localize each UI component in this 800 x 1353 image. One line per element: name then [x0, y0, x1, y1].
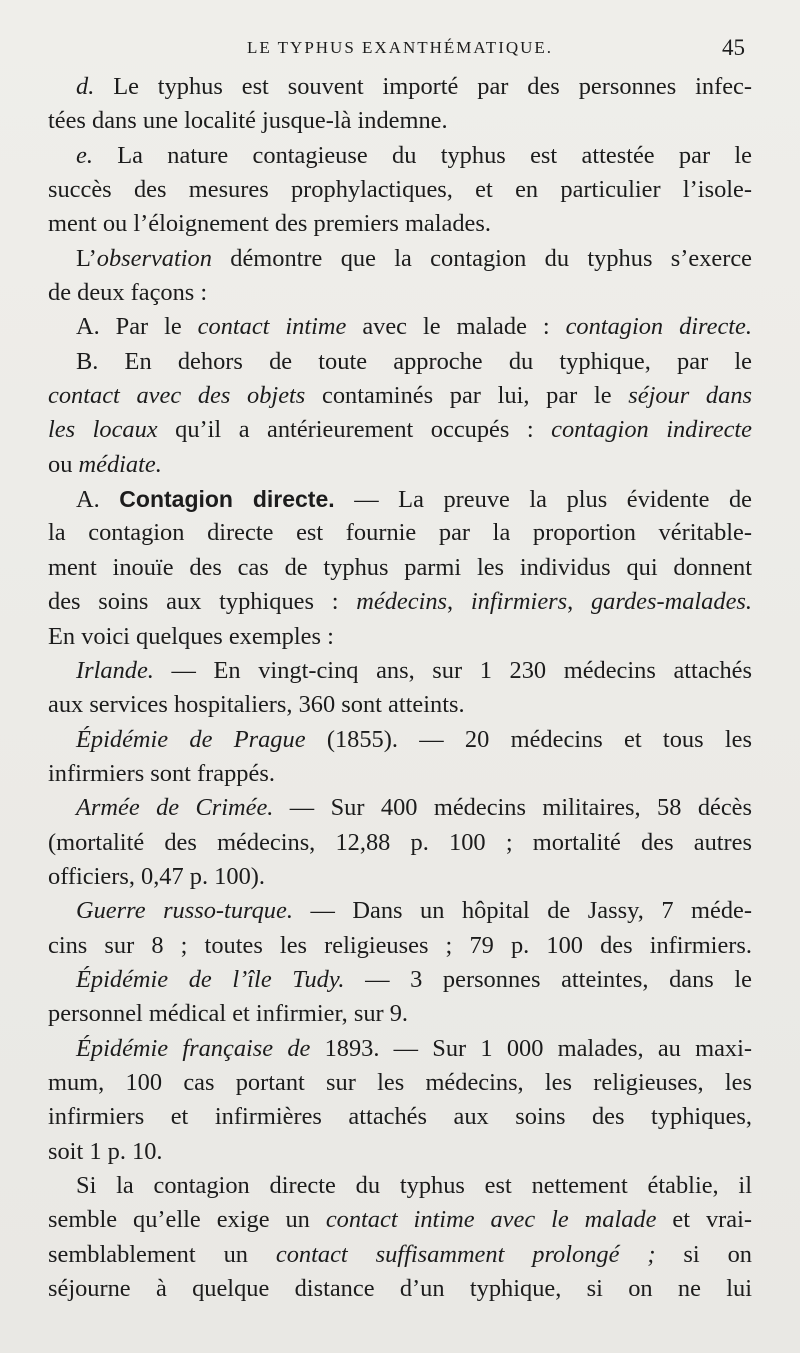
text-line [48, 894, 752, 928]
emphasis: contagion directe. [565, 313, 752, 341]
text-line: aux services hospitaliers, 360 sont atteints. [48, 691, 465, 719]
text-line: B. En dehors de toute approche du typhique, par le [76, 347, 752, 375]
text-line: cins sur 8 ; toutes les religieuses ; 79 p. 100 des infirmiers. [48, 931, 752, 959]
text-line [48, 963, 752, 997]
line-text: démontre que la contagion du typhus s’exerce [211, 244, 752, 272]
emphasis: infirmiers [470, 588, 568, 616]
text-line: séjourne à quelque distance d’un typhique, si on ne lui [48, 1275, 752, 1303]
section-heading: Contagion directe. [119, 486, 335, 513]
line-text: — Dans un hôpital de Jassy, 7 méde- [292, 897, 752, 925]
emphasis: contact avec des objets [48, 382, 306, 410]
text-line [48, 413, 752, 447]
emphasis: contagion indirecte [551, 416, 752, 444]
emphasis: médecins [356, 588, 448, 616]
text-line [48, 310, 752, 344]
text-line: tées dans une localité jusque-là indemne. [48, 107, 448, 135]
text-line [48, 379, 752, 413]
emphasis: observation [96, 244, 212, 272]
text-line [48, 1032, 752, 1066]
emphasis: médiate. [78, 450, 162, 478]
text-line: infirmiers sont frappés. [48, 759, 275, 787]
line-text: L’ [76, 244, 97, 272]
emphasis: Guerre russo-turque. [76, 897, 293, 925]
text-line: personnel médical et infirmier, sur 9. [48, 1000, 409, 1028]
text-line: la contagion directe est fournie par la proportion véritable- [48, 519, 752, 547]
emphasis: contact suffisamment prolongé ; [275, 1240, 656, 1268]
text-line [48, 482, 752, 516]
text-line [48, 723, 752, 757]
emphasis: les locaux [48, 416, 158, 444]
text-line: soit 1 p. 10. [48, 1137, 163, 1165]
line-text: ou [48, 450, 79, 478]
emphasis: Épidémie de l’île Tudy. [76, 965, 345, 993]
line-text: La nature contagieuse du typhus est attestée par le [92, 141, 752, 169]
line-text: semblablement un [48, 1240, 276, 1268]
text-line [48, 1203, 752, 1237]
line-text: avec le malade : [346, 313, 566, 341]
line-text: et vrai- [656, 1206, 752, 1234]
text-line [48, 585, 752, 619]
emphasis: Irlande. [76, 656, 154, 684]
list-marker: e. [76, 141, 93, 169]
line-text: A. Par le [76, 313, 198, 341]
text-line [48, 654, 752, 688]
line-text: 1893. — Sur 1 000 malades, au maxi- [310, 1034, 752, 1062]
line-text: qu’il a antérieurement occupés : [157, 416, 552, 444]
emphasis: séjour dans [628, 382, 753, 410]
emphasis: contact intime [197, 313, 347, 341]
text-line: mum, 100 cas portant sur les médecins, les religieuses, les [48, 1068, 752, 1096]
line-text: Le typhus est souvent importé par des personnes infec- [94, 73, 752, 100]
line-text: , [447, 588, 471, 616]
body-text [48, 70, 752, 1306]
emphasis: Armée de Crimée. [76, 794, 274, 822]
text-line: succès des mesures prophylactiques, et en particulier l’isole- [48, 176, 752, 204]
line-text: — La preuve la plus évidente de [334, 486, 752, 514]
text-line [48, 791, 752, 825]
list-marker: d. [76, 73, 95, 100]
emphasis: Épidémie de Prague [76, 725, 306, 753]
text-line [48, 448, 752, 482]
text-line: ment inouïe des cas de typhus parmi les individus qui donnent [48, 553, 752, 581]
text-line: En voici quelques exemples : [48, 622, 334, 650]
line-text: — 3 personnes atteintes, dans le [344, 965, 753, 993]
line-text: — En vingt-cinq ans, sur 1 230 médecins attachés [153, 656, 752, 684]
text-line: infirmiers et infirmières attachés aux soins des typhiques, [48, 1103, 752, 1131]
text-line: (mortalité des médecins, 12,88 p. 100 ; mortalité des autres [48, 828, 752, 856]
line-text: contaminés par lui, par le [305, 382, 629, 410]
text-line: ment ou l’éloignement des premiers malades. [48, 210, 491, 238]
line-text: semble qu’elle exige un [48, 1206, 326, 1234]
line-text: (1855). — 20 médecins et tous les [305, 725, 752, 753]
running-header [0, 35, 800, 68]
line-text: A. [76, 486, 120, 514]
text-line: Si la contagion directe du typhus est nettement établie, il [76, 1172, 752, 1199]
page-number: 45 [722, 35, 745, 60]
line-text: , [567, 588, 591, 616]
emphasis: contact intime avec le malade [325, 1206, 657, 1234]
emphasis: Épidémie française de [76, 1034, 311, 1062]
text-line: de deux façons : [48, 279, 208, 307]
text-line [48, 70, 752, 104]
emphasis: gardes-malades. [590, 588, 752, 616]
text-line [48, 242, 752, 276]
running-title: LE TYPHUS EXANTHÉMATIQUE. [246, 38, 554, 57]
line-text: — Sur 400 médecins militaires, 58 décès [273, 794, 752, 822]
line-text: si on [655, 1240, 753, 1268]
line-text: des soins aux typhiques : [48, 588, 357, 616]
text-line [48, 139, 752, 173]
text-line: officiers, 0,47 p. 100). [48, 862, 265, 890]
text-line [48, 1238, 752, 1272]
